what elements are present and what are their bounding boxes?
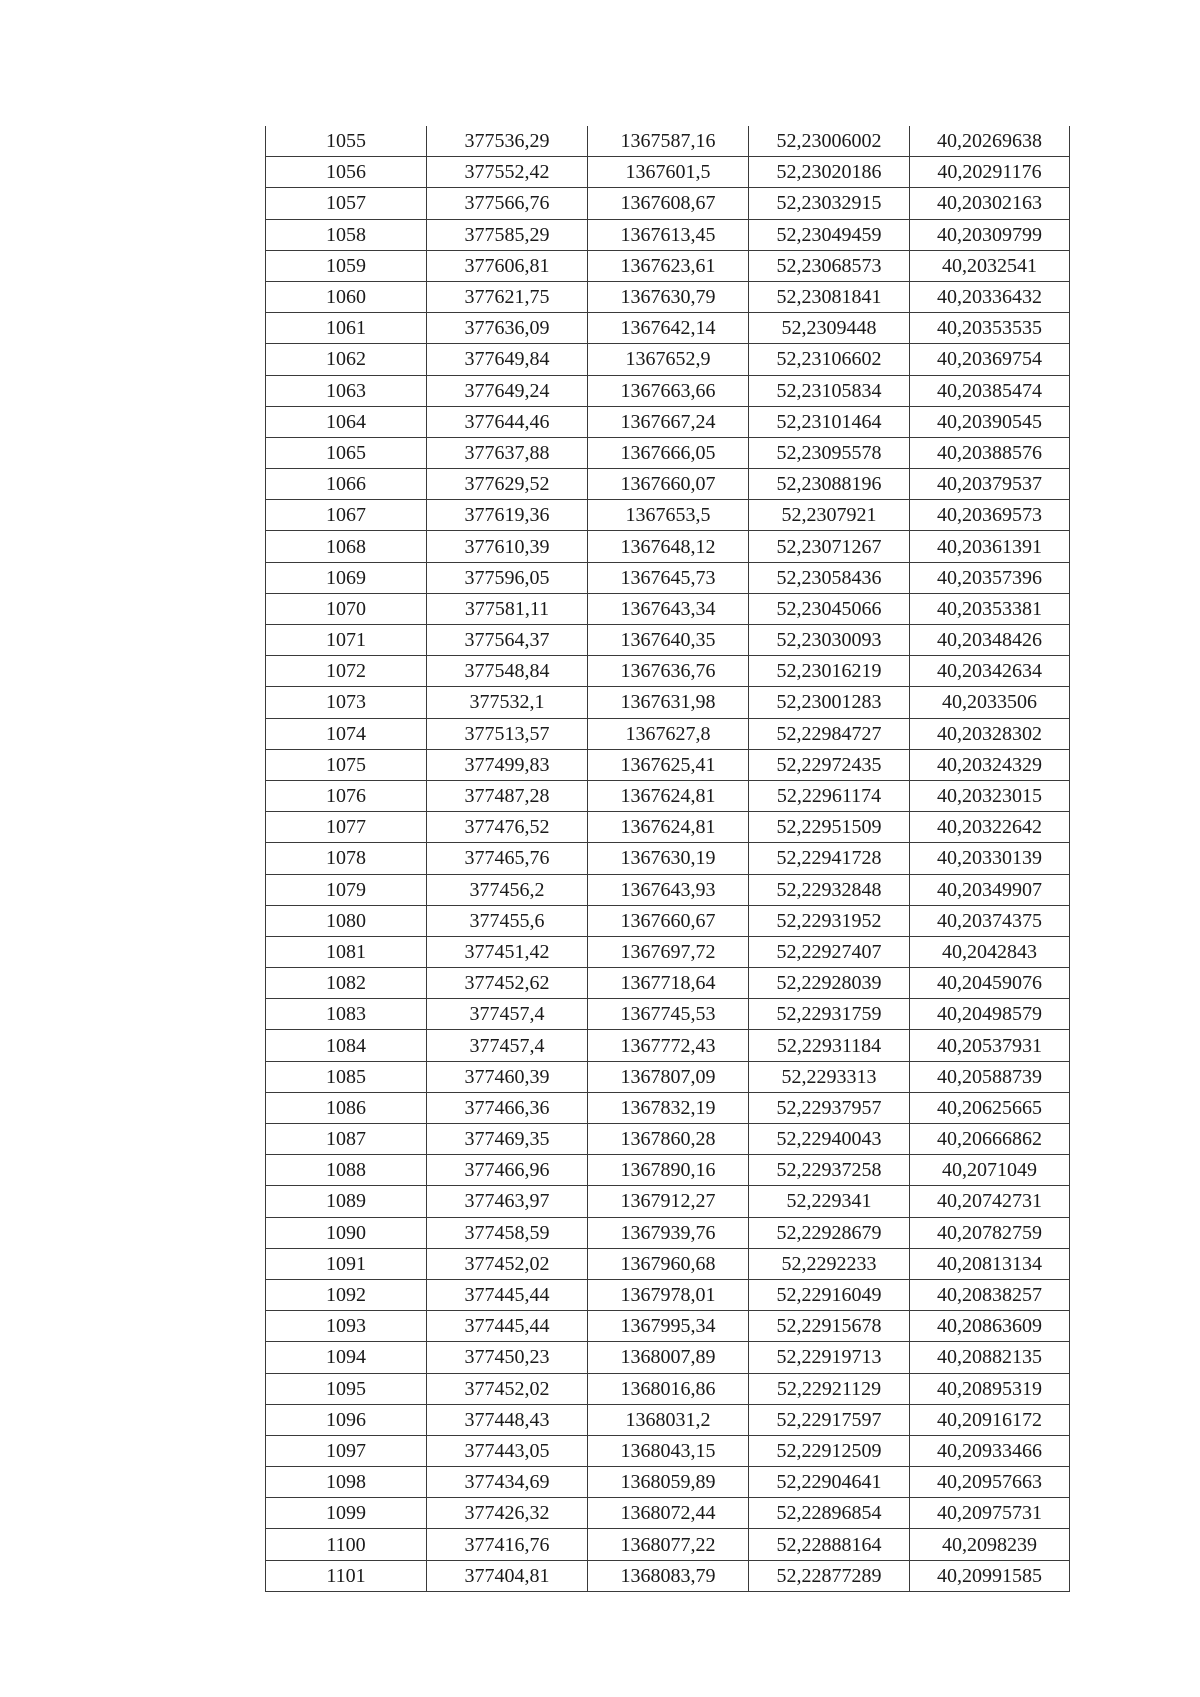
cell-x-coordinate: 377649,24 (427, 375, 588, 406)
cell-point-number: 1079 (266, 874, 427, 905)
cell-y-coordinate: 1367631,98 (588, 687, 749, 718)
cell-longitude: 40,20269638 (910, 126, 1070, 157)
cell-latitude: 52,22937957 (749, 1092, 910, 1123)
cell-x-coordinate: 377452,02 (427, 1248, 588, 1279)
cell-latitude: 52,23001283 (749, 687, 910, 718)
table-row (266, 250, 1070, 281)
cell-x-coordinate: 377443,05 (427, 1435, 588, 1466)
cell-point-number: 1080 (266, 905, 427, 936)
table-row (266, 1311, 1070, 1342)
cell-latitude: 52,22940043 (749, 1124, 910, 1155)
cell-point-number: 1074 (266, 718, 427, 749)
cell-longitude: 40,2033506 (910, 687, 1070, 718)
cell-x-coordinate: 377445,44 (427, 1311, 588, 1342)
cell-latitude: 52,22931184 (749, 1030, 910, 1061)
cell-latitude: 52,2307921 (749, 500, 910, 531)
cell-longitude: 40,20369573 (910, 500, 1070, 531)
cell-y-coordinate: 1367636,76 (588, 656, 749, 687)
cell-point-number: 1062 (266, 344, 427, 375)
table-row (266, 1373, 1070, 1404)
cell-x-coordinate: 377610,39 (427, 531, 588, 562)
cell-latitude: 52,23049459 (749, 219, 910, 250)
cell-latitude: 52,23106602 (749, 344, 910, 375)
cell-y-coordinate: 1367718,64 (588, 968, 749, 999)
cell-latitude: 52,23058436 (749, 562, 910, 593)
cell-longitude: 40,20537931 (910, 1030, 1070, 1061)
table-row (266, 718, 1070, 749)
cell-y-coordinate: 1367645,73 (588, 562, 749, 593)
table-row (266, 437, 1070, 468)
table-row (266, 1342, 1070, 1373)
cell-x-coordinate: 377585,29 (427, 219, 588, 250)
cell-x-coordinate: 377476,52 (427, 812, 588, 843)
cell-x-coordinate: 377499,83 (427, 749, 588, 780)
cell-point-number: 1085 (266, 1061, 427, 1092)
cell-y-coordinate: 1367890,16 (588, 1155, 749, 1186)
cell-longitude: 40,2042843 (910, 936, 1070, 967)
cell-longitude: 40,2032541 (910, 250, 1070, 281)
table-row (266, 1248, 1070, 1279)
cell-point-number: 1059 (266, 250, 427, 281)
cell-longitude: 40,2098239 (910, 1529, 1070, 1560)
cell-point-number: 1067 (266, 500, 427, 531)
cell-x-coordinate: 377552,42 (427, 157, 588, 188)
cell-y-coordinate: 1367939,76 (588, 1217, 749, 1248)
cell-point-number: 1064 (266, 406, 427, 437)
cell-latitude: 52,22928679 (749, 1217, 910, 1248)
cell-y-coordinate: 1367648,12 (588, 531, 749, 562)
cell-longitude: 40,20330139 (910, 843, 1070, 874)
cell-x-coordinate: 377426,32 (427, 1498, 588, 1529)
cell-y-coordinate: 1367960,68 (588, 1248, 749, 1279)
cell-longitude: 40,20302163 (910, 188, 1070, 219)
cell-y-coordinate: 1368083,79 (588, 1560, 749, 1591)
cell-y-coordinate: 1367697,72 (588, 936, 749, 967)
cell-x-coordinate: 377536,29 (427, 126, 588, 157)
cell-x-coordinate: 377649,84 (427, 344, 588, 375)
cell-point-number: 1096 (266, 1404, 427, 1435)
cell-y-coordinate: 1368059,89 (588, 1467, 749, 1498)
cell-y-coordinate: 1367640,35 (588, 625, 749, 656)
cell-x-coordinate: 377457,4 (427, 999, 588, 1030)
table-row (266, 1498, 1070, 1529)
table-row (266, 1404, 1070, 1435)
table-row (266, 874, 1070, 905)
cell-point-number: 1090 (266, 1217, 427, 1248)
cell-point-number: 1098 (266, 1467, 427, 1498)
cell-x-coordinate: 377457,4 (427, 1030, 588, 1061)
cell-x-coordinate: 377466,96 (427, 1155, 588, 1186)
table-row (266, 281, 1070, 312)
table-row (266, 749, 1070, 780)
cell-longitude: 40,20291176 (910, 157, 1070, 188)
cell-longitude: 40,20838257 (910, 1279, 1070, 1310)
cell-x-coordinate: 377637,88 (427, 437, 588, 468)
cell-point-number: 1065 (266, 437, 427, 468)
cell-latitude: 52,23032915 (749, 188, 910, 219)
cell-longitude: 40,20975731 (910, 1498, 1070, 1529)
cell-longitude: 40,20863609 (910, 1311, 1070, 1342)
cell-latitude: 52,22904641 (749, 1467, 910, 1498)
cell-x-coordinate: 377416,76 (427, 1529, 588, 1560)
table-row (266, 126, 1070, 157)
cell-x-coordinate: 377487,28 (427, 780, 588, 811)
cell-longitude: 40,20328302 (910, 718, 1070, 749)
cell-point-number: 1060 (266, 281, 427, 312)
table-row (266, 1155, 1070, 1186)
cell-y-coordinate: 1367608,67 (588, 188, 749, 219)
cell-y-coordinate: 1367912,27 (588, 1186, 749, 1217)
cell-latitude: 52,22927407 (749, 936, 910, 967)
cell-longitude: 40,20916172 (910, 1404, 1070, 1435)
cell-point-number: 1095 (266, 1373, 427, 1404)
cell-latitude: 52,22921129 (749, 1373, 910, 1404)
table-row (266, 843, 1070, 874)
cell-point-number: 1076 (266, 780, 427, 811)
cell-y-coordinate: 1367601,5 (588, 157, 749, 188)
cell-y-coordinate: 1368031,2 (588, 1404, 749, 1435)
table-row (266, 812, 1070, 843)
cell-x-coordinate: 377548,84 (427, 656, 588, 687)
cell-point-number: 1055 (266, 126, 427, 157)
cell-longitude: 40,20361391 (910, 531, 1070, 562)
cell-y-coordinate: 1367624,81 (588, 812, 749, 843)
cell-longitude: 40,20991585 (910, 1560, 1070, 1591)
table-row (266, 188, 1070, 219)
cell-y-coordinate: 1367660,07 (588, 469, 749, 500)
cell-x-coordinate: 377466,36 (427, 1092, 588, 1123)
cell-x-coordinate: 377434,69 (427, 1467, 588, 1498)
cell-latitude: 52,22931952 (749, 905, 910, 936)
cell-longitude: 40,20498579 (910, 999, 1070, 1030)
cell-point-number: 1089 (266, 1186, 427, 1217)
cell-y-coordinate: 1367642,14 (588, 313, 749, 344)
cell-longitude: 40,20895319 (910, 1373, 1070, 1404)
cell-point-number: 1083 (266, 999, 427, 1030)
cell-y-coordinate: 1367745,53 (588, 999, 749, 1030)
cell-x-coordinate: 377619,36 (427, 500, 588, 531)
cell-x-coordinate: 377463,97 (427, 1186, 588, 1217)
cell-longitude: 40,20336432 (910, 281, 1070, 312)
cell-latitude: 52,23101464 (749, 406, 910, 437)
cell-latitude: 52,23045066 (749, 593, 910, 624)
cell-longitude: 40,20323015 (910, 780, 1070, 811)
cell-longitude: 40,20353381 (910, 593, 1070, 624)
cell-x-coordinate: 377452,62 (427, 968, 588, 999)
table-row (266, 406, 1070, 437)
cell-point-number: 1068 (266, 531, 427, 562)
cell-latitude: 52,22984727 (749, 718, 910, 749)
cell-x-coordinate: 377621,75 (427, 281, 588, 312)
cell-latitude: 52,22941728 (749, 843, 910, 874)
table-row (266, 500, 1070, 531)
cell-x-coordinate: 377404,81 (427, 1560, 588, 1591)
cell-x-coordinate: 377455,6 (427, 905, 588, 936)
cell-point-number: 1092 (266, 1279, 427, 1310)
cell-y-coordinate: 1367653,5 (588, 500, 749, 531)
table-row (266, 593, 1070, 624)
cell-point-number: 1093 (266, 1311, 427, 1342)
cell-y-coordinate: 1367807,09 (588, 1061, 749, 1092)
cell-longitude: 40,20349907 (910, 874, 1070, 905)
cell-longitude: 40,20385474 (910, 375, 1070, 406)
cell-longitude: 40,20324329 (910, 749, 1070, 780)
cell-y-coordinate: 1367663,66 (588, 375, 749, 406)
cell-longitude: 40,20390545 (910, 406, 1070, 437)
cell-longitude: 40,20813134 (910, 1248, 1070, 1279)
cell-latitude: 52,22916049 (749, 1279, 910, 1310)
table-row (266, 1279, 1070, 1310)
cell-latitude: 52,23068573 (749, 250, 910, 281)
cell-point-number: 1088 (266, 1155, 427, 1186)
cell-latitude: 52,22928039 (749, 968, 910, 999)
cell-y-coordinate: 1367832,19 (588, 1092, 749, 1123)
cell-x-coordinate: 377636,09 (427, 313, 588, 344)
cell-latitude: 52,2293313 (749, 1061, 910, 1092)
cell-y-coordinate: 1367772,43 (588, 1030, 749, 1061)
table-row (266, 157, 1070, 188)
cell-point-number: 1072 (266, 656, 427, 687)
cell-y-coordinate: 1367625,41 (588, 749, 749, 780)
cell-point-number: 1066 (266, 469, 427, 500)
cell-y-coordinate: 1367860,28 (588, 1124, 749, 1155)
table-row (266, 1124, 1070, 1155)
cell-longitude: 40,20625665 (910, 1092, 1070, 1123)
cell-latitude: 52,22932848 (749, 874, 910, 905)
cell-point-number: 1063 (266, 375, 427, 406)
cell-point-number: 1069 (266, 562, 427, 593)
cell-point-number: 1078 (266, 843, 427, 874)
table-row (266, 375, 1070, 406)
table-row (266, 625, 1070, 656)
table-row (266, 1030, 1070, 1061)
cell-x-coordinate: 377465,76 (427, 843, 588, 874)
cell-longitude: 40,20782759 (910, 1217, 1070, 1248)
cell-point-number: 1071 (266, 625, 427, 656)
cell-longitude: 40,2071049 (910, 1155, 1070, 1186)
cell-y-coordinate: 1367652,9 (588, 344, 749, 375)
cell-x-coordinate: 377458,59 (427, 1217, 588, 1248)
table-row (266, 1061, 1070, 1092)
cell-x-coordinate: 377629,52 (427, 469, 588, 500)
cell-longitude: 40,20348426 (910, 625, 1070, 656)
cell-latitude: 52,22912509 (749, 1435, 910, 1466)
cell-y-coordinate: 1367643,93 (588, 874, 749, 905)
cell-point-number: 1081 (266, 936, 427, 967)
table-row (266, 1435, 1070, 1466)
cell-y-coordinate: 1367613,45 (588, 219, 749, 250)
table-row (266, 313, 1070, 344)
cell-y-coordinate: 1367630,19 (588, 843, 749, 874)
cell-latitude: 52,23030093 (749, 625, 910, 656)
table-row (266, 1186, 1070, 1217)
table-row (266, 219, 1070, 250)
cell-y-coordinate: 1367630,79 (588, 281, 749, 312)
cell-y-coordinate: 1368016,86 (588, 1373, 749, 1404)
table-row (266, 1217, 1070, 1248)
table-row (266, 687, 1070, 718)
cell-point-number: 1056 (266, 157, 427, 188)
cell-x-coordinate: 377456,2 (427, 874, 588, 905)
cell-point-number: 1099 (266, 1498, 427, 1529)
cell-y-coordinate: 1367978,01 (588, 1279, 749, 1310)
cell-point-number: 1091 (266, 1248, 427, 1279)
table-row (266, 905, 1070, 936)
cell-x-coordinate: 377581,11 (427, 593, 588, 624)
cell-point-number: 1097 (266, 1435, 427, 1466)
cell-y-coordinate: 1367995,34 (588, 1311, 749, 1342)
cell-latitude: 52,229341 (749, 1186, 910, 1217)
cell-y-coordinate: 1367667,24 (588, 406, 749, 437)
cell-latitude: 52,22961174 (749, 780, 910, 811)
cell-point-number: 1058 (266, 219, 427, 250)
cell-latitude: 52,22919713 (749, 1342, 910, 1373)
cell-x-coordinate: 377452,02 (427, 1373, 588, 1404)
cell-latitude: 52,23095578 (749, 437, 910, 468)
cell-x-coordinate: 377460,39 (427, 1061, 588, 1092)
cell-point-number: 1086 (266, 1092, 427, 1123)
cell-x-coordinate: 377596,05 (427, 562, 588, 593)
cell-latitude: 52,23006002 (749, 126, 910, 157)
cell-x-coordinate: 377513,57 (427, 718, 588, 749)
cell-y-coordinate: 1367660,67 (588, 905, 749, 936)
cell-x-coordinate: 377451,42 (427, 936, 588, 967)
cell-point-number: 1077 (266, 812, 427, 843)
cell-longitude: 40,20309799 (910, 219, 1070, 250)
cell-x-coordinate: 377564,37 (427, 625, 588, 656)
cell-longitude: 40,20357396 (910, 562, 1070, 593)
cell-latitude: 52,22915678 (749, 1311, 910, 1342)
cell-y-coordinate: 1367587,16 (588, 126, 749, 157)
cell-longitude: 40,20742731 (910, 1186, 1070, 1217)
cell-point-number: 1101 (266, 1560, 427, 1591)
table-row (266, 999, 1070, 1030)
cell-x-coordinate: 377644,46 (427, 406, 588, 437)
cell-x-coordinate: 377566,76 (427, 188, 588, 219)
cell-latitude: 52,22896854 (749, 1498, 910, 1529)
cell-x-coordinate: 377448,43 (427, 1404, 588, 1435)
table-row (266, 469, 1070, 500)
cell-longitude: 40,20353535 (910, 313, 1070, 344)
cell-longitude: 40,20374375 (910, 905, 1070, 936)
cell-latitude: 52,23081841 (749, 281, 910, 312)
cell-latitude: 52,23016219 (749, 656, 910, 687)
cell-y-coordinate: 1368007,89 (588, 1342, 749, 1373)
cell-latitude: 52,23105834 (749, 375, 910, 406)
cell-x-coordinate: 377445,44 (427, 1279, 588, 1310)
cell-longitude: 40,20388576 (910, 437, 1070, 468)
cell-y-coordinate: 1368072,44 (588, 1498, 749, 1529)
coordinates-table-body (266, 126, 1070, 1591)
cell-x-coordinate: 377606,81 (427, 250, 588, 281)
cell-latitude: 52,22917597 (749, 1404, 910, 1435)
table-row (266, 1092, 1070, 1123)
cell-latitude: 52,22888164 (749, 1529, 910, 1560)
cell-latitude: 52,22931759 (749, 999, 910, 1030)
table-row (266, 531, 1070, 562)
cell-latitude: 52,22972435 (749, 749, 910, 780)
cell-x-coordinate: 377532,1 (427, 687, 588, 718)
cell-point-number: 1100 (266, 1529, 427, 1560)
cell-latitude: 52,23020186 (749, 157, 910, 188)
cell-point-number: 1073 (266, 687, 427, 718)
table-row (266, 344, 1070, 375)
cell-y-coordinate: 1367627,8 (588, 718, 749, 749)
cell-latitude: 52,22877289 (749, 1560, 910, 1591)
cell-latitude: 52,22951509 (749, 812, 910, 843)
cell-longitude: 40,20933466 (910, 1435, 1070, 1466)
cell-point-number: 1084 (266, 1030, 427, 1061)
cell-longitude: 40,20459076 (910, 968, 1070, 999)
cell-y-coordinate: 1367666,05 (588, 437, 749, 468)
table-row (266, 1560, 1070, 1591)
cell-point-number: 1061 (266, 313, 427, 344)
cell-point-number: 1075 (266, 749, 427, 780)
cell-longitude: 40,20882135 (910, 1342, 1070, 1373)
cell-point-number: 1082 (266, 968, 427, 999)
cell-y-coordinate: 1368043,15 (588, 1435, 749, 1466)
cell-longitude: 40,20957663 (910, 1467, 1070, 1498)
table-row (266, 656, 1070, 687)
cell-latitude: 52,23088196 (749, 469, 910, 500)
table-row (266, 936, 1070, 967)
cell-point-number: 1094 (266, 1342, 427, 1373)
cell-y-coordinate: 1367624,81 (588, 780, 749, 811)
cell-y-coordinate: 1368077,22 (588, 1529, 749, 1560)
table-row (266, 562, 1070, 593)
cell-latitude: 52,2292233 (749, 1248, 910, 1279)
cell-x-coordinate: 377469,35 (427, 1124, 588, 1155)
cell-latitude: 52,2309448 (749, 313, 910, 344)
cell-latitude: 52,23071267 (749, 531, 910, 562)
cell-longitude: 40,20322642 (910, 812, 1070, 843)
cell-longitude: 40,20342634 (910, 656, 1070, 687)
table-row (266, 780, 1070, 811)
cell-longitude: 40,20588739 (910, 1061, 1070, 1092)
table-row (266, 968, 1070, 999)
cell-point-number: 1070 (266, 593, 427, 624)
cell-point-number: 1087 (266, 1124, 427, 1155)
table-row (266, 1529, 1070, 1560)
cell-x-coordinate: 377450,23 (427, 1342, 588, 1373)
cell-latitude: 52,22937258 (749, 1155, 910, 1186)
cell-longitude: 40,20666862 (910, 1124, 1070, 1155)
coordinates-table (265, 126, 1070, 1592)
cell-point-number: 1057 (266, 188, 427, 219)
cell-longitude: 40,20379537 (910, 469, 1070, 500)
cell-longitude: 40,20369754 (910, 344, 1070, 375)
cell-y-coordinate: 1367643,34 (588, 593, 749, 624)
cell-y-coordinate: 1367623,61 (588, 250, 749, 281)
table-row (266, 1467, 1070, 1498)
